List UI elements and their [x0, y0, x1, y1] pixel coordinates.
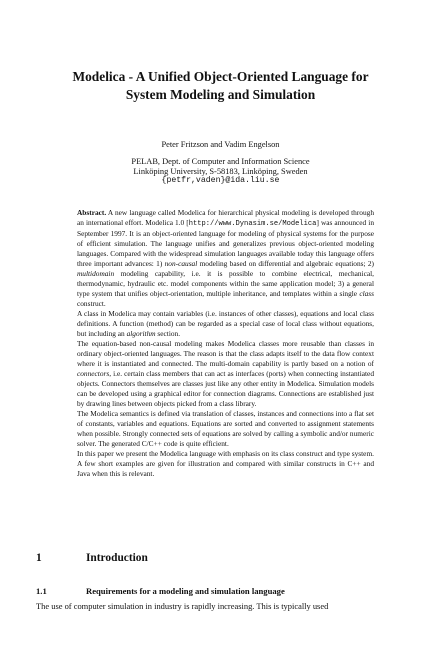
- paper-title: [40, 68, 401, 104]
- abstract-text: modeling based on differential and algebraic equations; 2): [197, 259, 374, 268]
- abstract-text: , i.e. certain class members that can act as interfaces (ports) when connecting instantiated objects. Connectors themselves are classes just like any other entity in Modelica. Simulation models can be developed using a graphical editor for connection diagrams. Connections are established just by drawing lines between objects picked from a class library.: [77, 369, 374, 408]
- abstract-paragraph-5: In this paper we present the Modelica language with emphasis on its class construct and type system. A few short examples are given for illustration and compared with similar constructs in C++ and Java when this is relevant.: [77, 449, 374, 478]
- abstract-text: A class in Modelica may contain variables (i.e. instances of other classes), equations and local class definitions. A function (method) can be regarded as a special case of local class without equations, but including an: [77, 309, 374, 338]
- abstract-paragraph-1: [77, 208, 374, 309]
- author-emails: {petfr,vaden}@ida.liu.se: [161, 176, 280, 185]
- paper-authors: Peter Fritzson and Vadim Engelson: [161, 140, 280, 149]
- abstract-text: ] was announced in September 1997. It is an object-oriented language for modeling of physical systems for the purpose of efficient simulation. The language unifies and generalizes previous object-oriented modeling languages. Compared with the widespread simulation languages available today this language offers three important advances: 1): [77, 218, 375, 268]
- abstract: [77, 208, 374, 479]
- title-line-2: System Modeling and Simulation: [125, 87, 316, 102]
- abstract-paragraph-2: [77, 309, 374, 339]
- section-heading: [36, 551, 148, 565]
- section-number: 1: [36, 552, 42, 564]
- title-line-1: Modelica - A Unified Object-Oriented Language for: [72, 69, 369, 84]
- affiliation-line-1: PELAB, Dept. of Computer and Information Science: [131, 157, 310, 166]
- abstract-paragraph-3: [77, 339, 374, 409]
- abstract-emphasis: class: [359, 289, 374, 298]
- affiliation-line-2: Linköping University, S-58183, Linköping, Sweden: [133, 166, 308, 176]
- abstract-emphasis: algorithm: [126, 329, 156, 338]
- subsection-number: 1.1: [36, 586, 47, 596]
- subsection-heading: [36, 586, 285, 597]
- abstract-text: A new language called Modelica for hierarchical physical modeling is developed through an international effort. Modelica 1.0 [: [77, 208, 374, 227]
- abstract-emphasis: multidomain: [77, 269, 115, 278]
- abstract-text: modeling capability, i.e. it is possible to combine electrical, mechanical, thermodynamic, hydraulic etc. model components within the same application model; 3) a general type system that unifies object-orientation, multiple inheritance, and templates within a single: [77, 269, 374, 298]
- abstract-emphasis: non-causal: [164, 259, 198, 268]
- abstract-emphasis: connectors: [77, 369, 110, 378]
- subsection-title: Requirements for a modeling and simulation language: [86, 586, 285, 596]
- paper-affiliation: [40, 157, 401, 186]
- section-title: Introduction: [86, 552, 148, 564]
- modelica-url-link[interactable]: http://www.Dynasim.se/Modelica: [188, 220, 317, 228]
- abstract-text: construct.: [77, 299, 106, 308]
- abstract-paragraph-4: The Modelica semantics is defined via translation of classes, instances and connections into a flat set of constants, variables and equations. Equations are sorted and converted to assignment statements when possible. Strongly connected sets of equations are solved by calling a symbolic and/or numeric solver. The generated C/C++ code is quite efficient.: [77, 409, 374, 448]
- body-paragraph: The use of computer simulation in industry is rapidly increasing. This is typically used: [36, 601, 329, 611]
- abstract-text: section.: [155, 329, 181, 338]
- abstract-lead: Abstract.: [77, 208, 107, 217]
- abstract-text: The equation-based non-causal modeling makes Modelica classes more reusable than classes in ordinary object-oriented languages. The reason is that the class adapts itself to the data flow context where it is instantiated and connected. The multi-domain capability is partly based on a notion of: [77, 339, 374, 368]
